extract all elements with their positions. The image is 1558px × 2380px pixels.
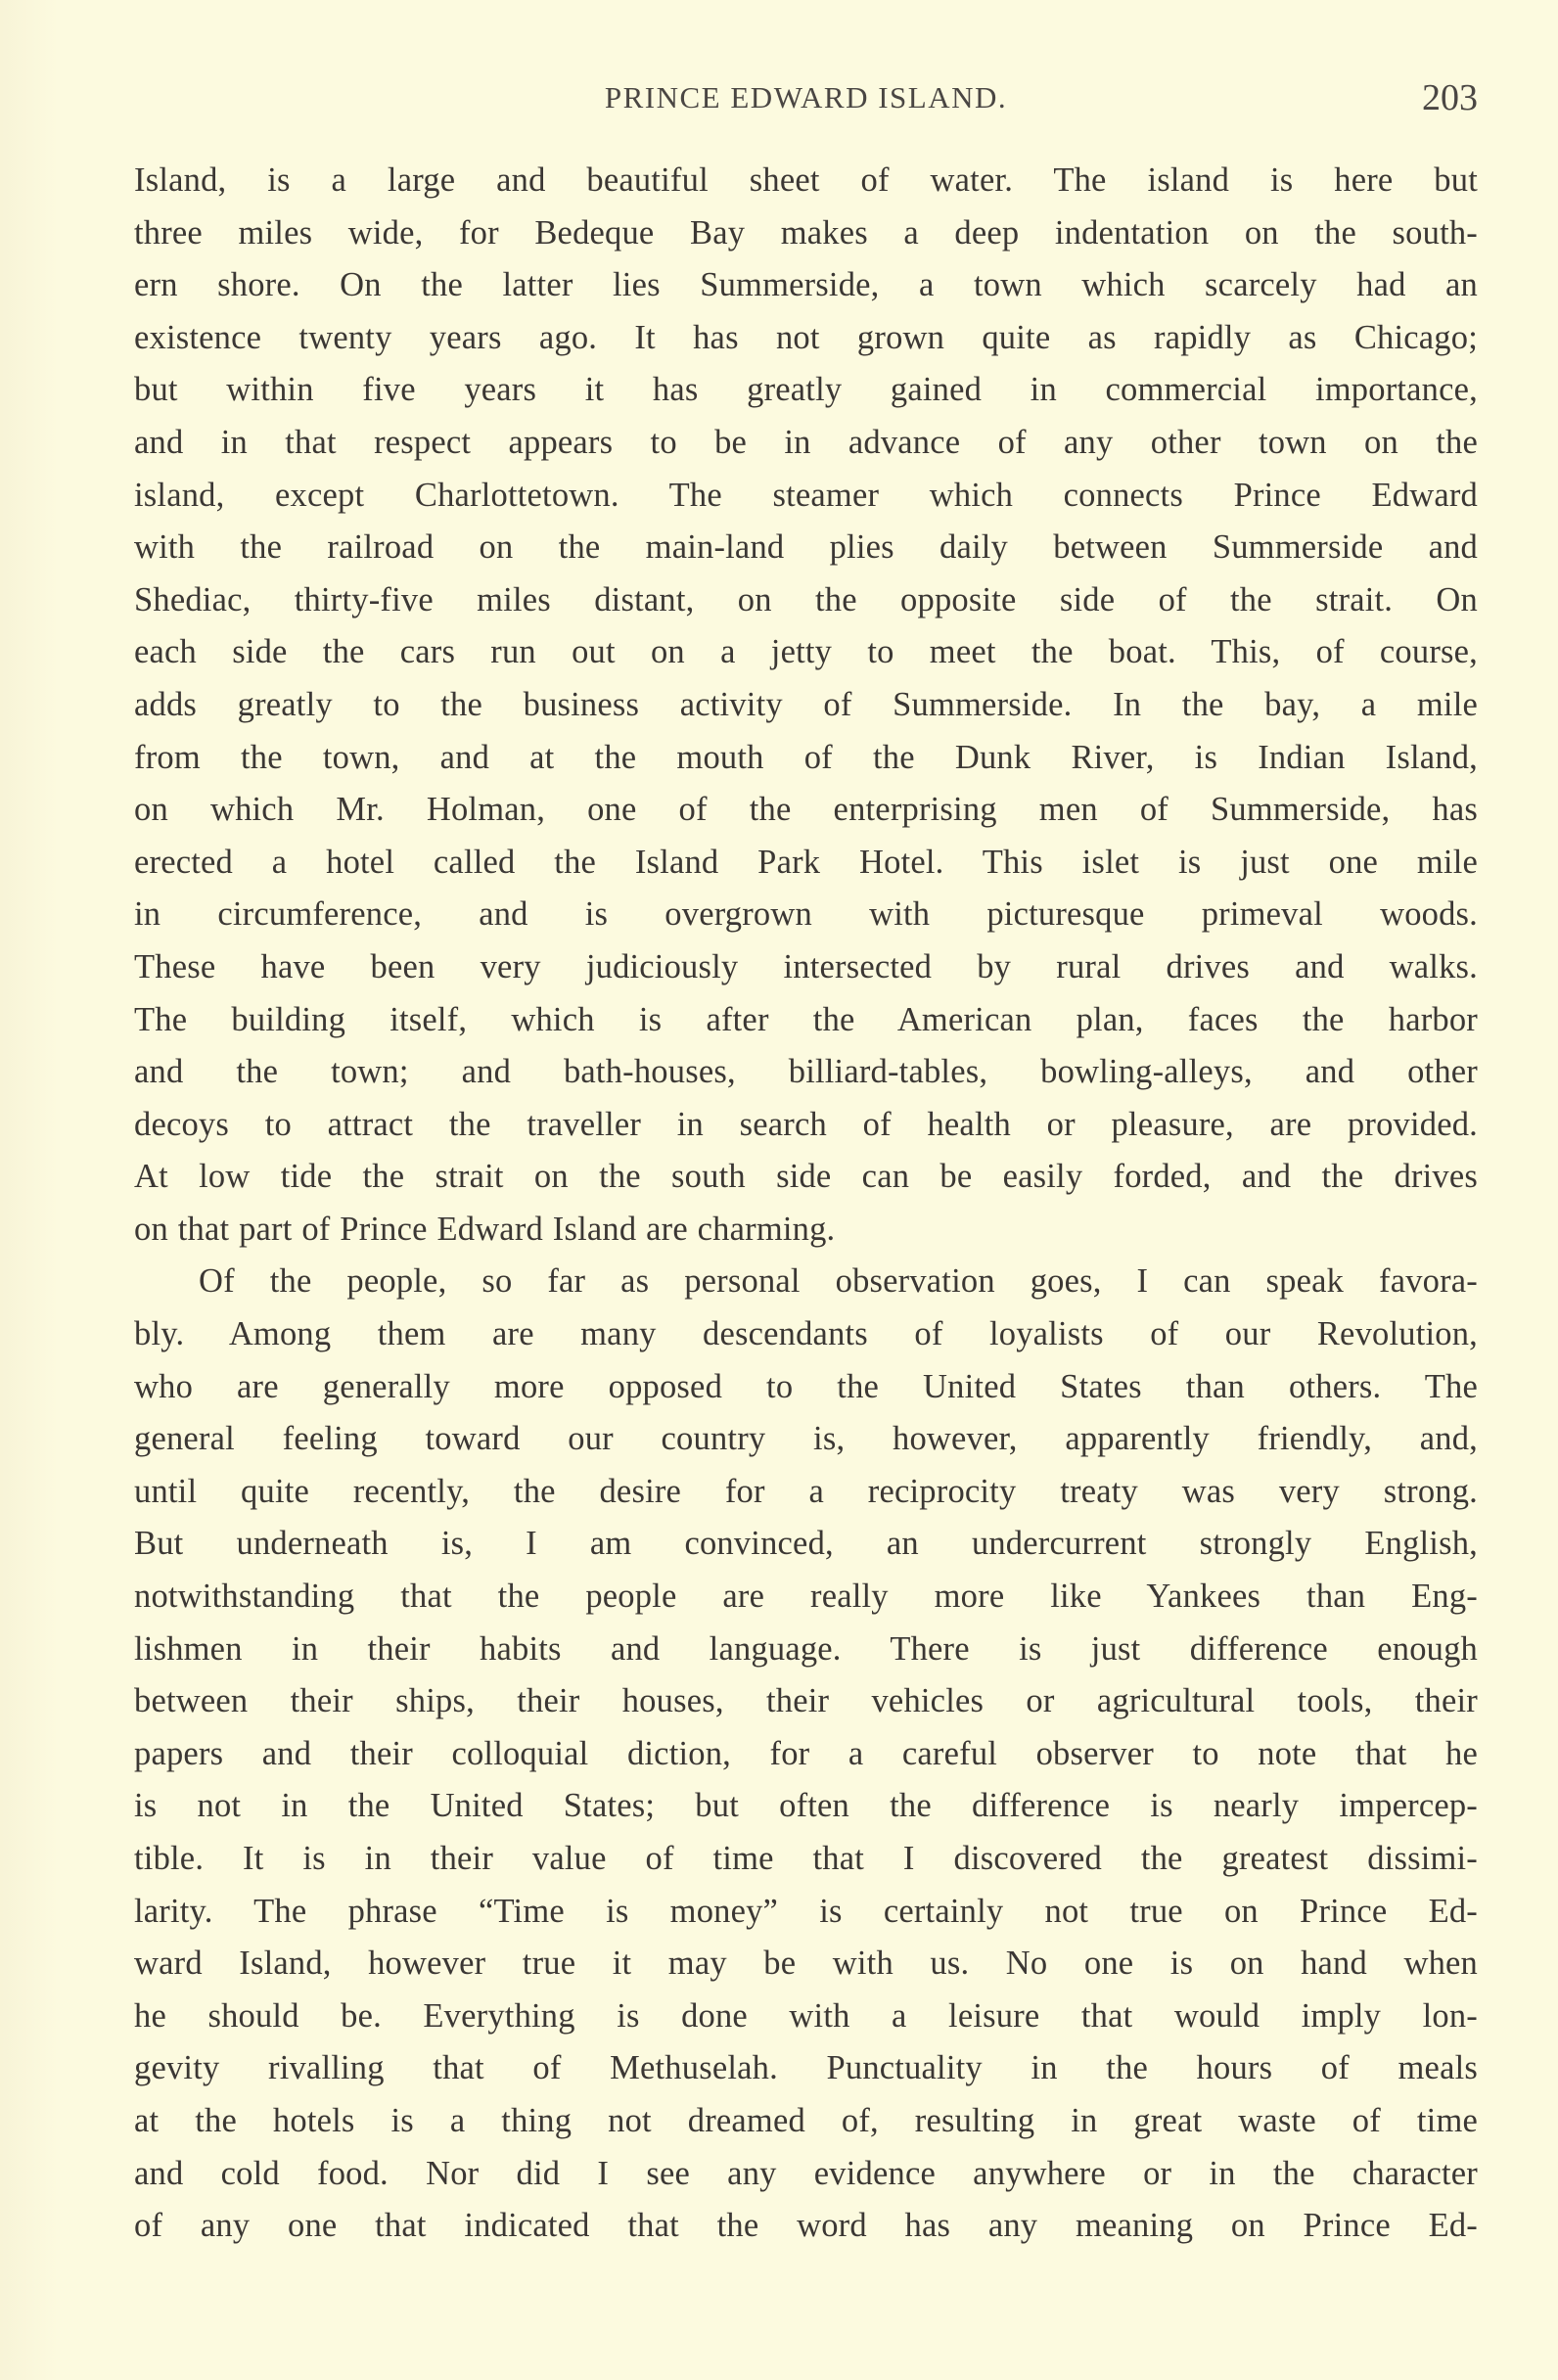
text-line: at the hotels is a thing not dreamed of, resulting in great waste of time (134, 2101, 1478, 2139)
paragraph-2 (134, 1256, 1478, 2252)
text-line: between their ships, their houses, their vehicles or agricultural tools, their (134, 1682, 1478, 1720)
text-line: adds greatly to the business activity of Summerside. In the bay, a mile (134, 685, 1478, 723)
text-line: notwithstanding that the people are really more like Yankees than Eng- (134, 1578, 1478, 1616)
text-line: ern shore. On the latter lies Summerside, a town which scarcely had an (134, 266, 1478, 304)
text-line: gevity rivalling that of Methuselah. Punctuality in the hours of meals (134, 2049, 1478, 2087)
text-line: but within five years it has greatly gained in commercial importance, (134, 371, 1478, 409)
text-line: lishmen in their habits and language. There is just difference enough (134, 1629, 1478, 1668)
text-line: decoys to attract the traveller in search of health or pleasure, are provided. (134, 1105, 1478, 1143)
text-line: from the town, and at the mouth of the Dunk River, is Indian Island, (134, 738, 1478, 776)
running-head (134, 77, 1478, 129)
text-line: who are generally more opposed to the United States than others. The (134, 1367, 1478, 1405)
text-line: But underneath is, I am convinced, an undercurrent strongly English, (134, 1525, 1478, 1563)
text-line: At low tide the strait on the south side can be easily forded, and the drives (134, 1158, 1478, 1196)
body-text (134, 155, 1478, 2253)
paragraph-1 (134, 155, 1478, 1256)
text-line: Shediac, thirty-five miles distant, on the opposite side of the strait. On (134, 580, 1478, 618)
text-line: ward Island, however true it may be with us. No one is on hand when (134, 1945, 1478, 1983)
text-line: island, except Charlottetown. The steamer which connects Prince Edward (134, 476, 1478, 514)
text-line: three miles wide, for Bedeque Bay makes a deep indentation on the south- (134, 213, 1478, 252)
text-line: in circumference, and is overgrown with picturesque primeval woods. (134, 895, 1478, 934)
text-line: tible. It is in their value of time that I discovered the greatest dissimi- (134, 1840, 1478, 1877)
text-line: These have been very judiciously intersected by rural drives and walks. (134, 947, 1478, 985)
text-line: existence twenty years ago. It has not grown quite as rapidly as Chicago; (134, 318, 1478, 356)
text-line: and cold food. Nor did I see any evidence anywhere or in the character (134, 2154, 1478, 2192)
text-line: and in that respect appears to be in advance of any other town on the (134, 423, 1478, 461)
text-line: on that part of Prince Edward Island are charming. (134, 1210, 836, 1248)
page-number: 203 (1422, 77, 1478, 118)
text-line: Island, is a large and beautiful sheet of water. The island is here but (134, 161, 1478, 199)
text-line: is not in the United States; but often the difference is nearly impercep- (134, 1787, 1478, 1825)
running-title: PRINCE EDWARD ISLAND. (604, 80, 1008, 114)
text-line: larity. The phrase “Time is money” is certainly not true on Prince Ed- (134, 1892, 1478, 1930)
text-line: with the railroad on the main-land plies daily between Summerside and (134, 528, 1478, 567)
text-line: papers and their colloquial diction, for a careful observer to note that he (134, 1734, 1478, 1772)
text-line: until quite recently, the desire for a reciprocity treaty was very strong. (134, 1472, 1478, 1510)
text-line: bly. Among them are many descendants of loyalists of our Revolution, (134, 1315, 1478, 1353)
text-line: erected a hotel called the Island Park Hotel. This islet is just one mile (134, 843, 1478, 881)
text-line: each side the cars run out on a jetty to meet the boat. This, of course, (134, 633, 1478, 671)
text-line: The building itself, which is after the American plan, faces the harbor (134, 1000, 1478, 1038)
text-line: and the town; and bath-houses, billiard-tables, bowling-alleys, and other (134, 1053, 1478, 1091)
text-line: on which Mr. Holman, one of the enterprising men of Summerside, has (134, 791, 1478, 829)
text-line: of any one that indicated that the word has any meaning on Prince Ed- (134, 2207, 1478, 2245)
text-line: Of the people, so far as personal observation goes, I can speak favora- (199, 1262, 1478, 1301)
text-line: general feeling toward our country is, however, apparently friendly, and, (134, 1420, 1478, 1458)
text-line: he should be. Everything is done with a leisure that would imply lon- (134, 1996, 1478, 2035)
